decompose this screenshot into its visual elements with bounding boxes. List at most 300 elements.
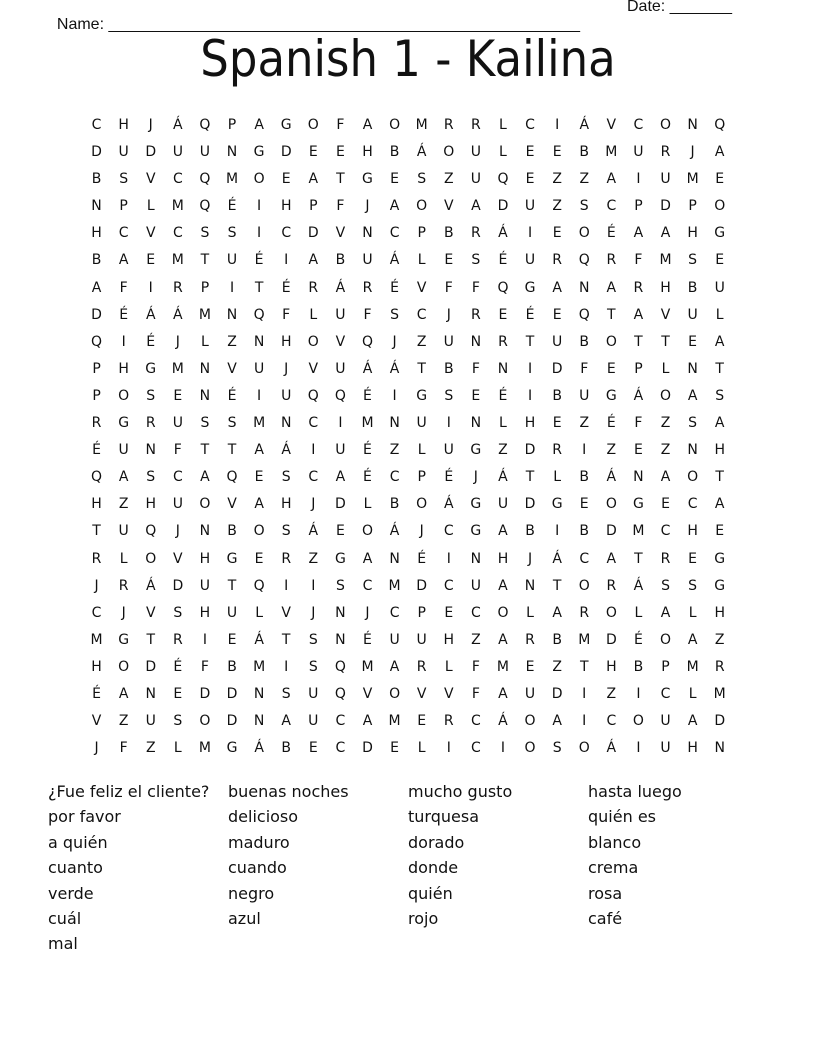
grid-letter: Á xyxy=(633,577,644,594)
grid-letter: S xyxy=(579,198,589,215)
grid-letter: I xyxy=(257,387,262,404)
grid-letter: L xyxy=(553,469,562,486)
grid-letter: S xyxy=(281,469,291,486)
grid-letter: M xyxy=(253,415,266,432)
grid-letter: S xyxy=(146,387,156,404)
grid-letter: A xyxy=(498,577,508,594)
grid-letter: É xyxy=(146,333,156,350)
grid-letter: E xyxy=(688,333,698,350)
grid-letter: Á xyxy=(173,306,183,323)
grid-letter: C xyxy=(606,713,617,730)
grid-letter: F xyxy=(336,198,345,215)
grid-letter: É xyxy=(498,252,508,269)
grid-letter: Á xyxy=(606,740,617,757)
grid-letter: H xyxy=(199,550,211,567)
grid-letter: É xyxy=(227,387,237,404)
grid-letter: A xyxy=(254,442,264,459)
grid-letter: G xyxy=(714,577,726,594)
grid-letter: C xyxy=(389,469,400,486)
word-list-item: turquesa xyxy=(408,807,479,827)
grid-letter: S xyxy=(119,171,129,188)
grid-letter: C xyxy=(660,523,671,540)
grid-letter: U xyxy=(470,171,481,188)
grid-letter: B xyxy=(91,252,102,269)
grid-letter: G xyxy=(118,631,130,648)
grid-letter: L xyxy=(309,306,318,323)
grid-letter: M xyxy=(225,171,239,188)
grid-letter: A xyxy=(91,279,102,296)
grid-letter: Q xyxy=(307,387,319,404)
grid-letter: E xyxy=(444,252,454,269)
grid-letter: E xyxy=(525,658,535,675)
grid-letter: E xyxy=(335,523,345,540)
grid-letter: U xyxy=(308,685,319,702)
grid-letter: O xyxy=(118,658,130,675)
grid-letter: I xyxy=(284,577,289,594)
grid-letter: I xyxy=(284,252,289,269)
grid-letter: I xyxy=(555,117,560,133)
grid-letter: É xyxy=(633,631,643,648)
grid-letter: O xyxy=(605,333,617,350)
grid-letter: L xyxy=(255,604,264,621)
grid-letter: É xyxy=(525,306,535,323)
grid-letter: V xyxy=(91,713,102,730)
grid-letter: L xyxy=(526,604,534,621)
grid-letter: M xyxy=(388,713,401,730)
grid-letter: Q xyxy=(361,333,373,350)
grid-letter: D xyxy=(605,631,617,648)
grid-letter: O xyxy=(416,198,428,215)
grid-letter: P xyxy=(227,117,237,133)
grid-letter: U xyxy=(660,713,671,730)
grid-letter: I xyxy=(500,740,506,757)
grid-letter: R xyxy=(660,144,671,161)
grid-letter: N xyxy=(714,740,725,757)
grid-letter: C xyxy=(525,117,535,133)
grid-letter: U xyxy=(714,279,725,296)
grid-letter: D xyxy=(362,740,373,757)
grid-letter: R xyxy=(525,631,535,648)
grid-letter: U xyxy=(633,144,644,161)
grid-letter: M xyxy=(253,658,266,675)
grid-letter: B xyxy=(91,171,102,188)
grid-letter: Q xyxy=(199,117,211,133)
grid-letter: M xyxy=(388,577,401,594)
grid-letter: O xyxy=(118,387,130,404)
grid-letter: Z xyxy=(552,658,562,675)
grid-letter: N xyxy=(578,279,590,296)
grid-letter: Z xyxy=(471,631,481,648)
word-list-item: delicioso xyxy=(228,807,299,827)
grid-letter: A xyxy=(471,198,481,215)
grid-letter: M xyxy=(361,415,374,432)
grid-letter: C xyxy=(470,713,481,730)
grid-letter: E xyxy=(390,740,399,757)
grid-letter: I xyxy=(446,415,451,432)
grid-letter: S xyxy=(390,306,400,323)
grid-letter: B xyxy=(552,387,562,404)
grid-letter: E xyxy=(715,523,725,540)
grid-letter: F xyxy=(471,658,480,675)
grid-letter: A xyxy=(362,117,373,133)
grid-letter: A xyxy=(687,713,698,730)
grid-letter: Z xyxy=(552,171,562,188)
grid-letter: I xyxy=(202,631,207,648)
grid-letter: M xyxy=(605,144,618,161)
grid-letter: I xyxy=(311,577,316,594)
grid-letter: L xyxy=(661,360,670,377)
grid-letter: N xyxy=(524,577,536,594)
grid-letter: V xyxy=(173,550,183,567)
grid-letter: E xyxy=(308,144,318,161)
grid-letter: C xyxy=(172,171,183,188)
grid-letter: S xyxy=(661,577,670,594)
grid-letter: A xyxy=(633,225,644,242)
grid-letter: E xyxy=(525,171,535,188)
grid-letter: B xyxy=(579,144,590,161)
grid-letter: F xyxy=(336,117,345,133)
grid-letter: O xyxy=(253,171,265,188)
grid-letter: U xyxy=(552,333,563,350)
grid-letter: B xyxy=(579,523,590,540)
word-list-item: verde xyxy=(48,883,94,903)
grid-letter: L xyxy=(146,198,155,215)
grid-letter: E xyxy=(498,306,508,323)
grid-letter: V xyxy=(145,604,156,621)
grid-letter: I xyxy=(636,685,641,702)
grid-letter: N xyxy=(687,117,698,133)
grid-letter: N xyxy=(470,415,482,432)
grid-letter: O xyxy=(145,550,157,567)
grid-letter: S xyxy=(173,713,183,730)
grid-letter: I xyxy=(338,415,343,432)
grid-letter: V xyxy=(308,360,319,377)
grid-letter: J xyxy=(175,333,180,350)
grid-letter: M xyxy=(578,631,591,648)
grid-letter: E xyxy=(281,171,291,188)
grid-letter: A xyxy=(498,685,508,702)
grid-letter: V xyxy=(416,685,427,702)
grid-letter: G xyxy=(334,550,346,567)
grid-letter: G xyxy=(362,171,373,188)
grid-letter: E xyxy=(173,685,183,702)
grid-letter: T xyxy=(634,333,643,350)
grid-letter: A xyxy=(714,333,725,350)
grid-letter: N xyxy=(362,225,373,242)
grid-letter: V xyxy=(660,306,671,323)
grid-letter: Q xyxy=(145,523,157,540)
grid-letter: O xyxy=(660,117,672,133)
grid-letter: P xyxy=(92,360,101,377)
word-list-item: quién es xyxy=(588,807,656,827)
grid-letter: É xyxy=(119,306,129,323)
grid-letter: F xyxy=(363,306,372,323)
word-list-item: dorado xyxy=(408,832,465,852)
grid-letter: C xyxy=(91,117,102,133)
grid-letter: J xyxy=(311,604,316,621)
grid-letter: D xyxy=(145,144,157,161)
grid-letter: I xyxy=(121,333,126,350)
grid-letter: J xyxy=(94,577,99,594)
grid-letter: U xyxy=(172,496,183,513)
grid-letter: N xyxy=(497,360,509,377)
grid-letter: Á xyxy=(498,225,508,242)
grid-letter: É xyxy=(390,279,399,296)
grid-letter: A xyxy=(335,469,346,486)
grid-letter: I xyxy=(284,658,289,675)
grid-letter: Z xyxy=(606,685,617,702)
grid-letter: G xyxy=(226,550,238,567)
grid-letter: O xyxy=(497,604,509,621)
grid-letter: D xyxy=(605,523,617,540)
grid-letter: R xyxy=(281,550,292,567)
grid-letter: C xyxy=(579,550,590,567)
grid-letter: N xyxy=(199,523,211,540)
word-list-spacer xyxy=(408,931,588,956)
grid-letter: A xyxy=(118,469,129,486)
grid-letter: R xyxy=(118,577,129,594)
grid-letter: M xyxy=(659,252,672,269)
grid-letter: O xyxy=(389,117,401,133)
grid-letter: T xyxy=(146,631,156,648)
grid-letter: N xyxy=(470,333,482,350)
grid-letter: U xyxy=(145,713,156,730)
grid-letter: T xyxy=(525,469,535,486)
grid-letter: G xyxy=(714,225,726,242)
grid-letter: B xyxy=(443,360,454,377)
grid-letter: É xyxy=(444,469,454,486)
grid-letter: I xyxy=(148,279,153,296)
grid-letter: C xyxy=(687,496,698,513)
word-list-item: donde xyxy=(408,858,459,878)
grid-letter: H xyxy=(280,198,292,215)
grid-letter: O xyxy=(632,713,644,730)
grid-letter: H xyxy=(91,225,102,242)
grid-letter: T xyxy=(92,523,101,540)
grid-letter: I xyxy=(582,713,587,730)
grid-letter: G xyxy=(470,496,482,513)
grid-letter: S xyxy=(227,225,237,242)
grid-letter: O xyxy=(660,631,672,648)
grid-letter: E xyxy=(715,171,725,188)
grid-letter: S xyxy=(417,171,427,188)
grid-letter: A xyxy=(687,631,698,648)
name-field-label: Name: _____________________________________________________ xyxy=(56,16,581,33)
grid-letter: C xyxy=(362,577,373,594)
grid-letter: M xyxy=(90,631,103,648)
grid-letter: Z xyxy=(714,631,725,648)
grid-letter: C xyxy=(118,225,129,242)
grid-letter: M xyxy=(415,117,428,133)
grid-letter: A xyxy=(687,387,698,404)
grid-letter: I xyxy=(446,550,451,567)
grid-letter: A xyxy=(552,713,562,730)
grid-letter: H xyxy=(606,658,617,675)
grid-letter: F xyxy=(471,685,480,702)
grid-letter: U xyxy=(199,577,211,594)
grid-letter: R xyxy=(552,442,562,459)
word-list-item: blanco xyxy=(588,832,642,852)
grid-letter: U xyxy=(443,333,454,350)
grid-letter: T xyxy=(227,577,237,594)
word-list-item: rojo xyxy=(408,908,439,928)
grid-letter: M xyxy=(361,658,374,675)
grid-letter: S xyxy=(200,415,210,432)
grid-letter: B xyxy=(389,144,400,161)
grid-letter: O xyxy=(199,713,211,730)
grid-letter: S xyxy=(335,577,345,594)
grid-letter: H xyxy=(280,496,292,513)
grid-letter: P xyxy=(200,279,210,296)
grid-letter: É xyxy=(363,442,372,459)
word-list-item: cuál xyxy=(48,908,82,928)
grid-letter: S xyxy=(227,415,237,432)
grid-letter: E xyxy=(525,144,535,161)
grid-letter: C xyxy=(389,604,400,621)
grid-letter: I xyxy=(582,442,587,459)
grid-letter: R xyxy=(145,415,156,432)
grid-letter: F xyxy=(580,360,589,377)
grid-letter: H xyxy=(362,144,373,161)
grid-letter: L xyxy=(688,604,697,621)
grid-letter: L xyxy=(444,658,453,675)
grid-letter: C xyxy=(308,415,319,432)
grid-letter: J xyxy=(473,469,478,486)
grid-letter: L xyxy=(499,415,507,432)
grid-letter: B xyxy=(335,252,346,269)
grid-letter: O xyxy=(416,496,428,513)
grid-letter: A xyxy=(714,496,725,513)
grid-letter: C xyxy=(172,469,183,486)
word-list-item: café xyxy=(588,908,623,928)
grid-letter: A xyxy=(714,415,725,432)
grid-letter: M xyxy=(713,685,726,702)
grid-letter: Q xyxy=(334,658,346,675)
word-list-item: negro xyxy=(228,883,275,903)
grid-letter: R xyxy=(579,604,590,621)
grid-letter: F xyxy=(200,658,209,675)
grid-letter: U xyxy=(416,631,427,648)
grid-letter: Q xyxy=(199,198,211,215)
grid-letter: A xyxy=(660,225,671,242)
grid-letter: C xyxy=(308,469,319,486)
grid-letter: O xyxy=(578,225,590,242)
grid-letter: D xyxy=(551,685,563,702)
grid-letter: U xyxy=(335,360,346,377)
grid-letter: E xyxy=(173,387,183,404)
grid-letter: A xyxy=(308,171,319,188)
word-list-item: cuando xyxy=(228,858,287,878)
grid-letter: D xyxy=(145,658,157,675)
grid-letter: G xyxy=(253,144,265,161)
grid-letter: Á xyxy=(552,550,562,567)
grid-letter: C xyxy=(172,225,183,242)
grid-letter: I xyxy=(446,740,451,757)
word-list-item: maduro xyxy=(228,832,290,852)
word-list-item: mucho gusto xyxy=(408,782,513,801)
grid-letter: A xyxy=(118,685,129,702)
grid-letter: A xyxy=(389,658,400,675)
grid-letter: A xyxy=(362,713,373,730)
grid-letter: E xyxy=(579,496,589,513)
grid-letter: A xyxy=(606,279,617,296)
grid-letter: F xyxy=(471,279,480,296)
grid-letter: É xyxy=(363,469,372,486)
grid-letter: Z xyxy=(389,442,400,459)
grid-letter: G xyxy=(226,740,238,757)
grid-letter: É xyxy=(606,415,616,432)
grid-letter: Z xyxy=(498,442,508,459)
grid-letter: É xyxy=(281,279,291,296)
grid-letter: M xyxy=(198,740,211,757)
grid-letter: D xyxy=(91,306,102,323)
grid-letter: T xyxy=(552,577,562,594)
grid-letter: U xyxy=(660,740,671,757)
grid-letter: V xyxy=(362,685,373,702)
grid-letter: S xyxy=(444,387,454,404)
grid-letter: V xyxy=(145,171,156,188)
grid-letter: U xyxy=(118,523,129,540)
grid-letter: J xyxy=(527,550,533,567)
grid-letter: P xyxy=(119,198,128,215)
grid-letter: T xyxy=(200,252,210,269)
grid-letter: U xyxy=(308,713,319,730)
grid-letter: Á xyxy=(498,713,508,730)
grid-letter: P xyxy=(92,387,101,404)
grid-letter: D xyxy=(226,713,238,730)
grid-letter: A xyxy=(552,279,562,296)
grid-letter: U xyxy=(281,387,292,404)
grid-letter: A xyxy=(254,496,264,513)
grid-letter: T xyxy=(281,631,291,648)
grid-letter: A xyxy=(362,550,373,567)
grid-letter: H xyxy=(714,604,725,621)
grid-letter: E xyxy=(254,550,264,567)
grid-letter: V xyxy=(335,225,346,242)
grid-letter: T xyxy=(525,333,535,350)
grid-letter: A xyxy=(308,252,319,269)
grid-letter: J xyxy=(121,604,126,621)
word-list-item: a quién xyxy=(48,832,108,852)
word-list-item: quién xyxy=(408,883,453,903)
grid-letter: L xyxy=(417,252,426,269)
grid-letter: S xyxy=(471,252,481,269)
grid-letter: T xyxy=(634,550,643,567)
grid-letter: S xyxy=(688,577,698,594)
grid-letter: T xyxy=(661,333,670,350)
grid-letter: T xyxy=(579,658,589,675)
grid-letter: Q xyxy=(199,171,211,188)
grid-letter: U xyxy=(226,252,238,269)
grid-letter: L xyxy=(499,117,507,133)
grid-letter: U xyxy=(335,442,346,459)
grid-letter: T xyxy=(336,171,345,188)
grid-letter: E xyxy=(552,415,562,432)
grid-letter: V xyxy=(281,604,291,621)
grid-letter: B xyxy=(687,279,698,296)
grid-letter: V xyxy=(443,198,454,215)
grid-letter: D xyxy=(524,442,536,459)
grid-letter: D xyxy=(280,144,292,161)
grid-letter: A xyxy=(660,604,671,621)
grid-letter: H xyxy=(280,333,292,350)
grid-letter: Á xyxy=(173,117,183,133)
grid-letter: C xyxy=(335,713,346,730)
grid-letter: D xyxy=(551,360,563,377)
grid-letter: H xyxy=(118,360,129,377)
grid-letter: Á xyxy=(145,577,156,594)
grid-letter: C xyxy=(335,740,346,757)
